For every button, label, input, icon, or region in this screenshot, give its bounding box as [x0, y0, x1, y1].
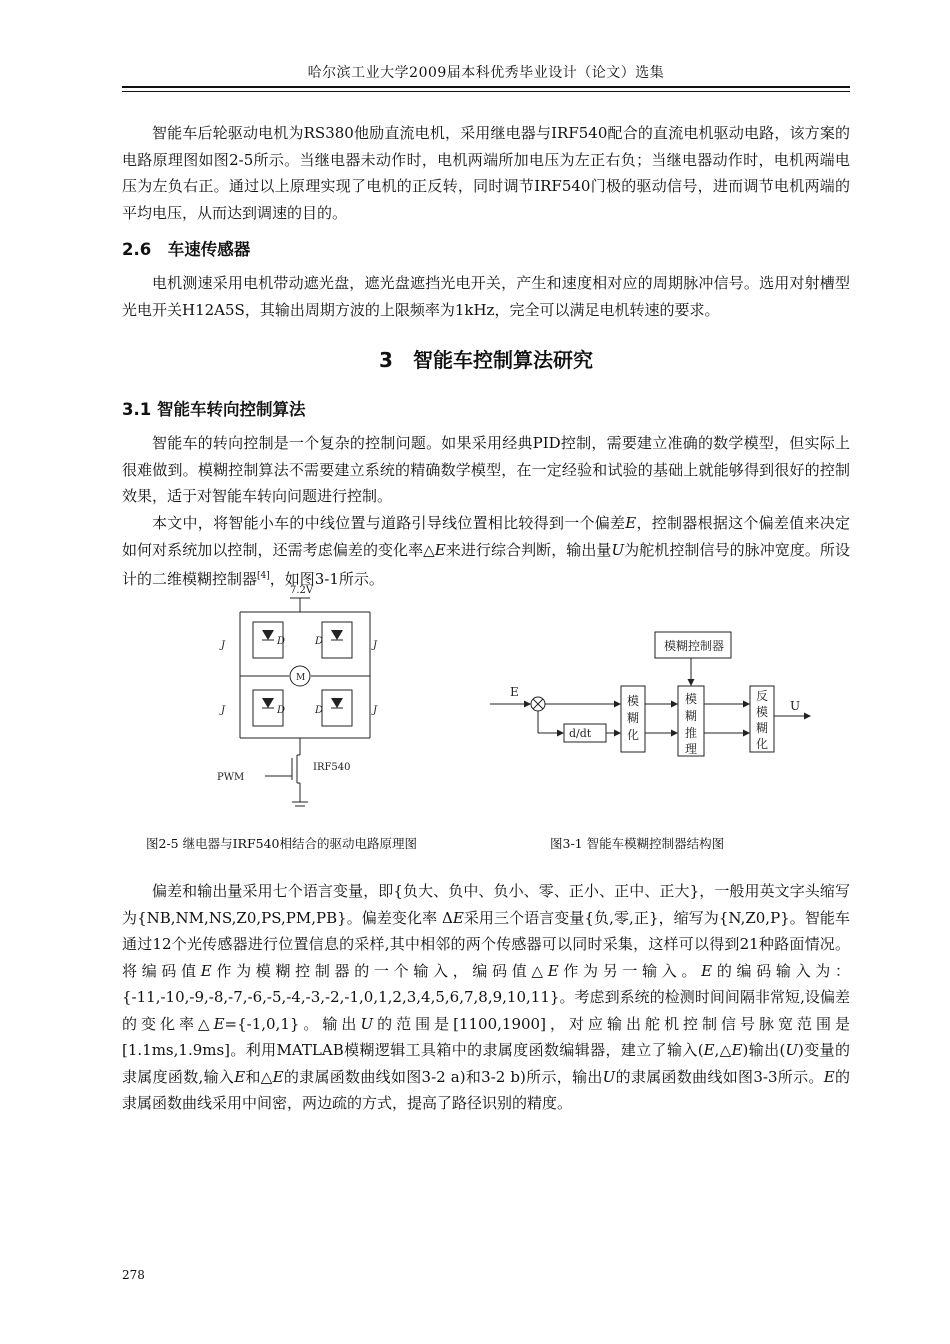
fuzzify-char-3: 化 [627, 728, 640, 742]
inference-char-3: 推 [685, 726, 698, 740]
drive-circuit-diagram [205, 580, 405, 820]
pwm-label: PWM [217, 772, 245, 783]
figure-2-5-caption: 图2-5 继电器与IRF540相结合的驱动电路原理图 [146, 836, 417, 851]
output-u-label: U [790, 699, 801, 713]
inference-char-1: 模 [685, 692, 698, 706]
relay-j4-label: J [373, 705, 378, 716]
fuzzy-controller-block-label: 模糊控制器 [664, 639, 725, 653]
figure-3-1-caption: 图3-1 智能车模糊控制器结构图 [550, 836, 725, 851]
relay-j2-label: J [373, 640, 378, 651]
diode-d3-label: D [277, 705, 286, 716]
diode-d1-label: D [277, 636, 286, 647]
defuzzify-char-1: 反 [756, 689, 769, 703]
derivative-block-label: d/dt [569, 727, 592, 740]
motor-label: M [296, 673, 306, 683]
voltage-label: 7.2V [290, 585, 314, 596]
page-number: 278 [122, 1268, 145, 1282]
diode-d2-label: D [315, 636, 324, 647]
diode-d4-label: D [315, 705, 324, 716]
relay-j3-label: J [221, 705, 226, 716]
defuzzify-char-4: 化 [756, 737, 769, 751]
inference-char-4: 理 [685, 742, 698, 756]
fuzzify-char-2: 糊 [627, 711, 640, 725]
section-heading-2-6: 2.6 车速传感器 [122, 240, 251, 259]
paragraph-steering-control: 智能车的转向控制是一个复杂的控制问题。如果采用经典PID控制，需要建立准确的数学模型，但实际上很难做到。模糊控制算法不需要建立系统的精确数学模型，在一定经验和试验的基础上就能够得到很好的控制效果，适于对智能车转向问题进行控制。 [122, 434, 850, 505]
paragraph-motor-drive: 智能车后轮驱动电机为RS380他励直流电机，采用继电器与IRF540配合的直流电机驱动电路，该方案的电路原理图如图2-5所示。当继电器未动作时，电机两端所加电压为左正右负；当继电器动作时，电机两端电压为左负右正。通过以上原理实现了电机的正反转，同时调节IRF540门极的驱动信号，进而调节电机两端的平均电压，从而达到调速的目的。 [122, 124, 850, 222]
inference-char-2: 糊 [685, 709, 698, 723]
paragraph-linguistic-variables: 偏差和输出量采用七个语言变量，即{负大、负中、负小、零、正小、正中、正大}，一般用英文字头缩写为{NB,NM,NS,Z0,PS,PM,PB}。偏差变化率 ΔE采用三个语言变量{负,零,正}，缩写为{N,Z0,P}。智能车通过12个光传感器进行位置信息的采样,其中相邻的两个传感器可以同时采集，这样可以得到21种路面情况。将编码值E作为模糊控制器的一个输入，编码值△E作为另一输入。E的编码输入为：{-11,-10,-9,-8,-7,-6,-5,-4,-3,-2,-1,0,1,2,3,4,5,6,7,8,9,10,11}。考虑到系统的检测时间间隔非常短,设偏差的变化率△E={-1,0,1}。输出U的范围是[1100,1900]，对应输出舵机控制信号脉宽范围是[1.1ms,1.9ms]。利用MATLAB模糊逻辑工具箱中的隶属度函数编辑器，建立了输入(E,△E)输出(U)变量的隶属度函数,输入E和△E的隶属函数曲线如图3-2 a)和3-2 b)所示，输出U的隶属函数曲线如图3-3所示。E的隶属函数曲线采用中间密，两边疏的方式，提高了路径识别的精度。 [122, 882, 851, 1112]
fuzzify-char-1: 模 [627, 694, 640, 708]
header-rule-thin [122, 91, 850, 92]
defuzzify-char-2: 模 [756, 705, 769, 719]
input-e-label: E [510, 685, 519, 699]
relay-j1-label: J [221, 640, 226, 651]
section-heading-3-1: 3.1 智能车转向控制算法 [122, 400, 306, 419]
header-rule-thick [122, 86, 850, 88]
fuzzy-controller-diagram [488, 628, 828, 760]
chapter-heading-3: 3 智能车控制算法研究 [379, 348, 593, 372]
paragraph-fuzzy-controller: 本文中，将智能小车的中线位置与道路引导线位置相比较得到一个偏差E，控制器根据这个偏差值来决定如何对系统加以控制，还需考虑偏差的变化率△E来进行综合判断，输出量U为舵机控制信号的脉冲宽度。所设计的二维模糊控制器[4]，如图3-1所示。 [122, 514, 850, 588]
running-header: 哈尔滨工业大学2009届本科优秀毕业设计（论文）选集 [307, 65, 665, 81]
mosfet-label: IRF540 [313, 762, 351, 773]
paragraph-speed-sensor: 电机测速采用电机带动遮光盘，遮光盘遮挡光电开关，产生和速度相对应的周期脉冲信号。选用对射槽型光电开关H12A5S，其输出周期方波的上限频率为1kHz，完全可以满足电机转速的要求。 [122, 274, 850, 319]
defuzzify-char-3: 糊 [756, 721, 769, 735]
